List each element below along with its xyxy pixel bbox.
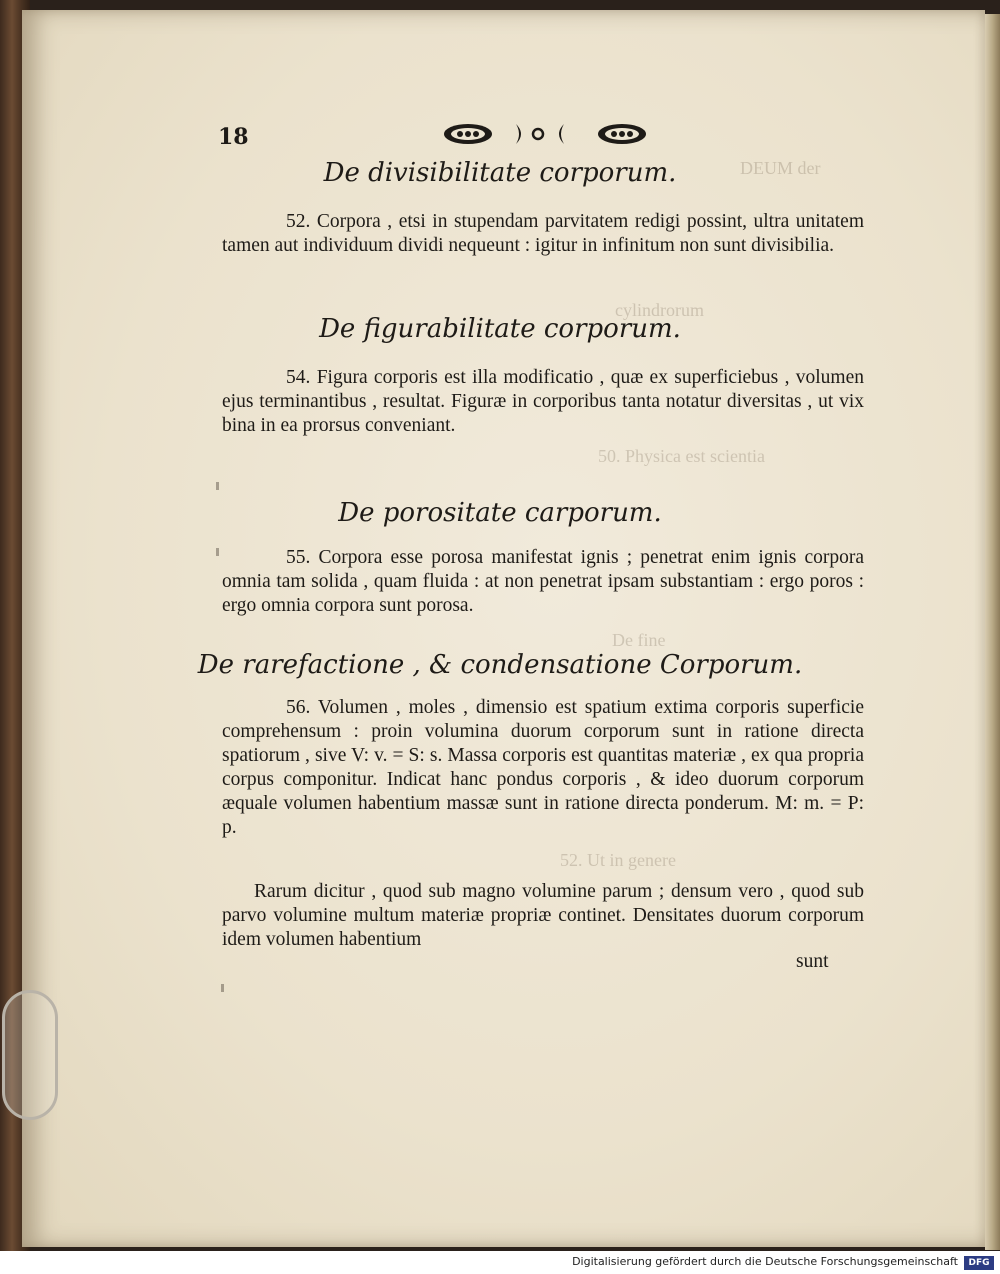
paragraph-55: 55. Corpora esse porosa manifestat ignis ; penetrat enim ignis corpora omnia tam solida , quam fluida : at non penetrat ipsam substantiam : ergo poros : ergo omnia corpora sunt porosa. xyxy=(222,547,864,616)
paragraph-56: 56. Volumen , moles , dimensio est spatium extima corporis superficie comprehensum : proin volumina duorum corporum sunt in ratione directa spatiorum , sive V: v. = S: s. Massa corporis est quantitas materiæ , ex qua propria corpus componitur. Indicat hanc pondus corporis , & ideo duorum corporum æquale volumen habentium massæ sunt in ratione directa ponderum. M: m. = P: p. xyxy=(222,697,864,838)
paragraph-52: 52. Corpora , etsi in stupendam parvitatem redigi possint, ultra unitatem tamen aut individuum dividi nequeunt : igitur in infinitum non sunt divisibilia. xyxy=(222,211,864,256)
bleed-through: cylindrorum xyxy=(615,300,704,320)
pencil-mark xyxy=(216,548,219,556)
bookmark-ribbon xyxy=(2,990,58,1120)
section-heading: De porositate carporum. xyxy=(338,498,662,528)
paragraph-rarum: Rarum dicitur , quod sub magno volumine parum ; densum vero , quod sub parvo volumine multum materiæ propriæ continet. Densitates duorum corporum idem volumen habentium xyxy=(222,881,864,950)
dfg-logo-icon: DFG xyxy=(964,1256,994,1270)
bleed-through: 50. Physica est scientia xyxy=(598,446,765,466)
digitization-credit: Digitalisierung gefördert durch die Deutsche Forschungsgemeinschaft xyxy=(572,1255,958,1268)
bleed-through: 52. Ut in genere xyxy=(560,850,676,870)
pencil-mark xyxy=(216,482,219,490)
pencil-mark xyxy=(221,984,224,992)
catchword: sunt xyxy=(796,951,829,972)
section-heading: De divisibilitate corporum. xyxy=(323,158,677,188)
bleed-through: De fine xyxy=(612,630,666,650)
page-number: 18 xyxy=(218,124,249,150)
section-heading: De figurabilitate corporum. xyxy=(319,314,681,344)
page-edge xyxy=(985,14,1000,1250)
bleed-through: DEUM der xyxy=(740,158,821,178)
paragraph-54: 54. Figura corporis est illa modificatio , quæ ex superficiebus , volumen ejus terminantibus , resultat. Figuræ in corporibus tanta notatur diversitas , ut vix bina in ea prorsus conveniant. xyxy=(222,367,864,436)
book-page xyxy=(22,10,985,1247)
printers-ornament-icon xyxy=(440,120,650,148)
section-heading: De rarefactione , & condensatione Corporum. xyxy=(197,650,803,680)
